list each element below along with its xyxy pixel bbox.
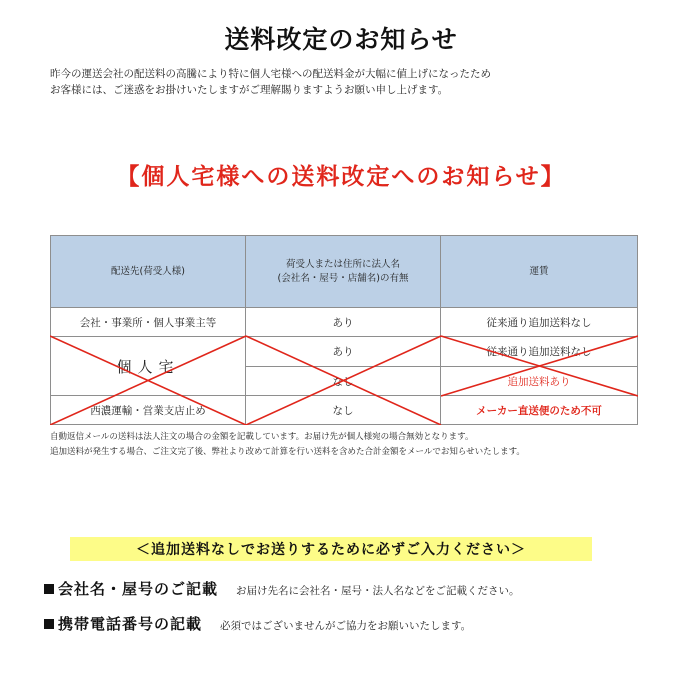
row3-fare: 追加送料あり	[440, 366, 638, 396]
row2-corporate: あり	[245, 336, 441, 367]
instruction-item-company	[44, 578, 520, 599]
intro-line-2: お客様には、ご迷惑をお掛けいたしますがご理解賜りますようお願い申し上げます。	[50, 84, 449, 96]
note-line-2: 追加送料が発生する場合、ご注文完了後、弊社より改めて計算を行い送料を含めた合計金額をメールでお知らせいたします。	[50, 447, 525, 457]
row4-destination: 西濃運輸・営業支店止め	[50, 395, 246, 425]
header-destination: 配送先(荷受人様)	[50, 235, 246, 308]
intro-line-1: 昨今の運送会社の配送料の高騰により特に個人宅様への配送料金が大幅に値上げになったため	[50, 68, 491, 80]
note-line-1: 自動返信メールの送料は法人注文の場合の金額を記載しています。お届け先が個人様宛の場合無効となります。	[50, 432, 474, 442]
square-bullet-icon	[44, 584, 54, 594]
row1-fare: 従来通り追加送料なし	[440, 307, 638, 337]
instruction-item-phone	[44, 613, 471, 634]
row3-corporate: なし	[245, 366, 441, 396]
red-heading: 【個人宅様への送料改定へのお知らせ】	[116, 164, 566, 190]
page-title: 送料改定のお知らせ	[224, 25, 458, 54]
row1-corporate: あり	[245, 307, 441, 337]
row2-destination: 個人宅	[50, 336, 246, 396]
item-description: 必須ではございませんがご協力をお願いいたします。	[220, 620, 472, 632]
row4-fare: メーカー直送便のため不可	[440, 395, 638, 425]
square-bullet-icon	[44, 619, 54, 629]
shipping-table	[50, 235, 638, 425]
header-corporate-name: 荷受人または住所に法人名 (会社名・屋号・店舗名)の有無	[245, 235, 441, 308]
row1-destination: 会社・事業所・個人事業主等	[50, 307, 246, 337]
row2-fare: 従来通り追加送料なし	[440, 336, 638, 367]
item-heading: 携帯電話番号の記載	[58, 615, 203, 633]
item-heading: 会社名・屋号のご記載	[58, 580, 219, 598]
header-fare: 運賃	[440, 235, 638, 308]
item-description: お届け先名に会社名・屋号・法人名などをご記載ください。	[236, 585, 520, 597]
row4-corporate: なし	[245, 395, 441, 425]
highlight-banner: ＜追加送料なしでお送りするために必ずご入力ください＞	[70, 537, 592, 561]
